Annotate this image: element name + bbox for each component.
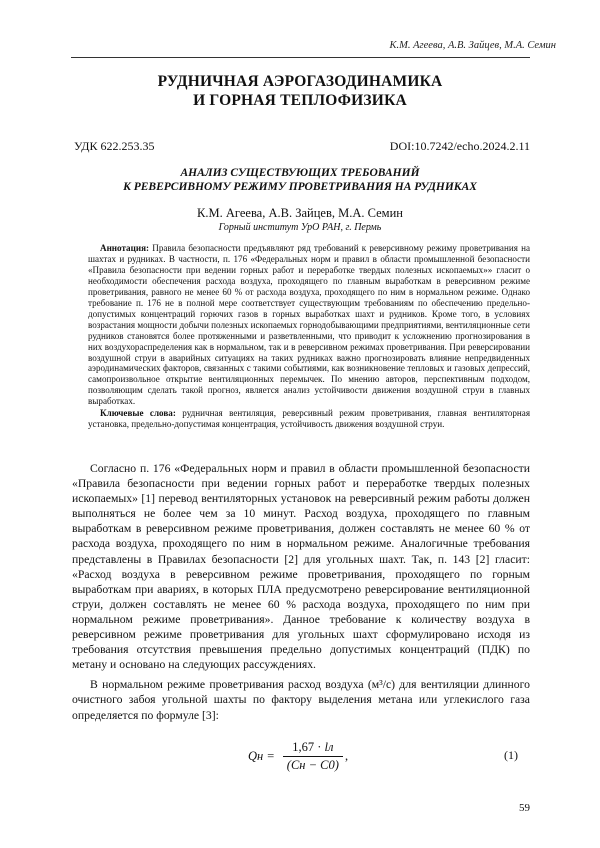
keywords-label: Ключевые слова: — [100, 408, 176, 419]
article-title-line-1: АНАЛИЗ СУЩЕСТВУЮЩИХ ТРЕБОВАНИЙ — [180, 167, 420, 179]
formula — [248, 740, 348, 773]
udk-code: УДК 622.253.35 — [74, 139, 155, 153]
section-title-line-1: РУДНИЧНАЯ АЭРОГАЗОДИНАМИКА — [157, 73, 443, 90]
abstract-text: Правила безопасности предъявляют ряд требований к реверсивному режиму проветривания на шахтах и рудниках. В частности, п. 176 «Федеральных норм и правил в области промышленной безопасности «Правила безопасности при ведении горных работ и переработке твердых полезных ископаемых»» гласит о необходимости обеспечения расхода воздуха, проходящего по главным выработкам в реверсивном режиме проветривания, равного не менее 60 % от расхода воздуха, проходящего по ним в нормальном режиме. Однако требование п. 176 не в полной мере соответствует существующим требованиям по обеспечению предельно-допустимых концентраций горючих газов в горных выработках шахт и рудников. Кроме того, в условиях возрастания мощности добычи полезных ископаемых горнодобывающими предприятиями, вентиляционные сети рудников становятся более протяженными и разветвленными, что приводит к усложнению прогнозирования в них воздухораспределения как в нормальном, так и в реверсивном режимах проветривания. При реверсировании воздушной струи в аварийных ситуациях на таких рудниках важно прогнозировать влияние непредвиденных аэродинамических факторов, связанных с такими событиями, как возникновение тепловых и газовых депрессий, самопроизвольное открытие вентиляционных перемычек. По мнению авторов, перспективным подходом, позволяющим сделать такой прогноз, является анализ устойчивости движения воздушной струи в главных выработках. — [88, 243, 530, 407]
equation-number: (1) — [504, 748, 518, 762]
article-title — [0, 166, 600, 194]
abstract-block — [88, 243, 530, 430]
page-number: 59 — [519, 802, 530, 814]
abstract-paragraph — [88, 243, 530, 407]
formula-trailing-comma: , — [344, 749, 349, 763]
authors: К.М. Агеева, А.В. Зайцев, М.А. Семин — [197, 206, 403, 220]
meta-line — [74, 139, 530, 154]
section-title — [0, 72, 600, 110]
formula-denominator-expr: (Cн − C0) — [286, 758, 339, 772]
formula-numerator-var: lл — [324, 740, 334, 754]
running-header: К.М. Агеева, А.В. Зайцев, М.А. Семин — [389, 40, 556, 51]
affiliation: Горный институт УрО РАН, г. Пермь — [218, 222, 382, 233]
formula-lhs: Qн = — [248, 749, 275, 763]
formula-denominator — [283, 756, 343, 773]
formula-numerator — [288, 740, 337, 756]
section-title-line-2: И ГОРНАЯ ТЕПЛОФИЗИКА — [193, 92, 407, 109]
formula-fraction — [283, 740, 343, 773]
keywords-paragraph — [88, 408, 530, 430]
keywords-text: рудничная вентиляция, реверсивный режим проветривания, главная вентиляторная установка, предельно-допустимая концентрация, устойчивость движения воздушной струи. — [88, 408, 530, 430]
doi-code: DOI:10.7242/echo.2024.2.11 — [389, 139, 530, 153]
formula-numerator-const: 1,67 · — [292, 740, 322, 754]
body-paragraph-1: Согласно п. 176 «Федеральных норм и правил в области промышленной безопасности «Правила безопасности при ведении горных работ и переработке твердых полезных ископаемых» [1] перевод вентиляторных установок на реверсивный режим работы должен выполняться не более чем за 10 минут. Расход воздуха, проходящего по главным выработкам в реверсивном режиме проветривания, должен составлять не менее 60 % от расхода воздуха, проходящего по ним в нормальном режиме. Аналогичные требования представлены в Правилах безопасности [2] для угольных шахт. Так, п. 143 [2] гласит: «Расход воздуха в реверсивном режиме проветривания, проходящего по горным выработкам при авариях, в которых ПЛА предусмотрено реверсирование вентиляционной струи, должен составлять не менее 60 % расхода воздуха, проходящего по ним при нормальном режиме проветривания». Данное требование к количеству воздуха в реверсивном режиме проветривания для угольных шахт сформулировано исходя из требования отсутствия превышения предельно допустимых концентраций (ПДК) по метану и основано на следующих рассуждениях. — [72, 462, 530, 672]
abstract-label: Аннотация: — [100, 243, 150, 253]
header-rule — [71, 57, 530, 58]
formula-row — [72, 736, 530, 780]
body-paragraph-2: В нормальном режиме проветривания расход воздуха (м³/c) для вентиляции длинного очистного забоя угольной шахты по фактору выделения метана или углекислого газа определяется по формуле [3]: — [72, 678, 530, 722]
article-title-line-2: К РЕВЕРСИВНОМУ РЕЖИМУ ПРОВЕТРИВАНИЯ НА РУДНИКАХ — [123, 181, 477, 193]
body-text — [72, 461, 530, 728]
